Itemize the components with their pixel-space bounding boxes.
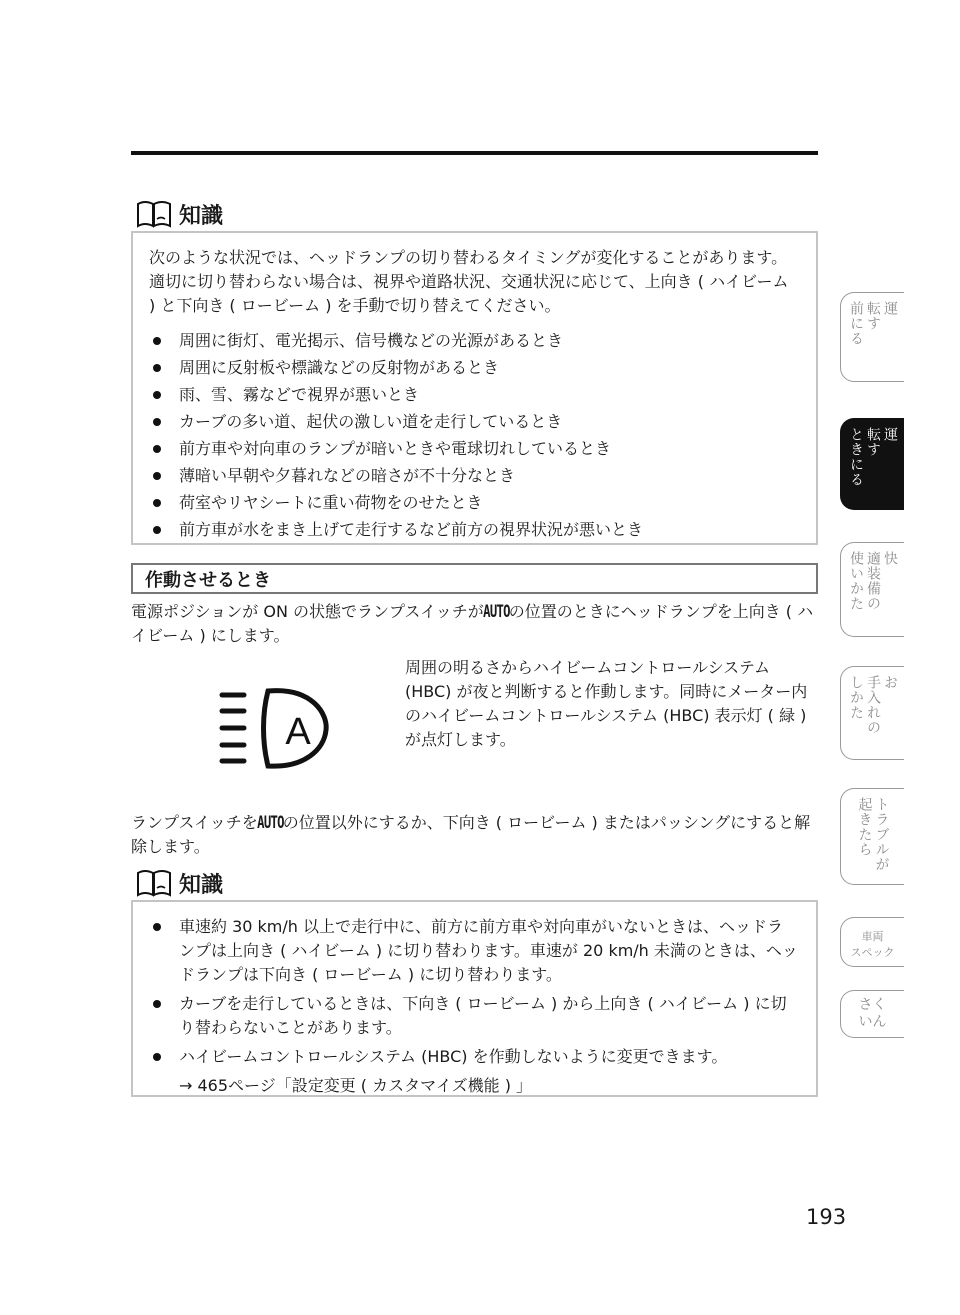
list-item-text: 前方車が水をまき上げて走行するなど前方の視界状況が悪いとき [179, 520, 644, 539]
tab-label: スペック [850, 946, 895, 959]
text-run: 電源ポジションが ON の状態でランプスイッチが [131, 602, 484, 621]
list-item-text: 雨、雪、霧などで視界が悪いとき [179, 385, 420, 404]
tab-label: 使いかた [848, 551, 864, 611]
indicator-paragraph: 周囲の明るさからハイビームコントロールシステム (HBC) が夜と判断すると作動します。同時にメーター内のハイビームコントロールシステム (HBC) 表示灯 ( 緑 ) が点灯します。 [405, 658, 808, 749]
bullet-dot [153, 923, 161, 931]
list-item-text: カーブの多い道、起伏の激しい道を走行しているとき [179, 412, 563, 431]
tab-label: 起きたら [856, 797, 873, 857]
section-title: 作動させるとき [145, 569, 271, 591]
high-beam-auto-icon [216, 684, 332, 772]
list-item-text: 車速約 30 km/h 以上で走行中に、前方に前方車や対向車がいないときは、ヘッドランプは上向き ( ハイビーム ) に切り替わります。車速が 20 km/h 未満のときは、ヘッドランプは下向き ( ロービーム ) に切り替わります。 [179, 917, 798, 984]
list-item [149, 491, 798, 515]
list-item-text: 前方車や対向車のランプが暗いときや電球切れしているとき [179, 439, 612, 458]
tab-trouble[interactable] [840, 788, 904, 885]
tab-label: 運 [882, 427, 898, 442]
list-item-text: 荷室やリヤシートに重い荷物をのせたとき [179, 493, 483, 512]
tab-label: 適装備の [865, 551, 881, 611]
tab-maintenance[interactable] [840, 666, 904, 760]
bullet-dot [153, 1053, 161, 1061]
page-number: 193 [806, 1205, 847, 1229]
list-item [149, 356, 798, 380]
tab-vehicle-specs[interactable] [840, 917, 904, 967]
tab-label: 前にる [848, 301, 864, 346]
list-item [149, 410, 798, 434]
bullet-list [149, 329, 798, 542]
bullet-dot [153, 418, 161, 426]
list-item [149, 915, 798, 987]
tab-label: 手入れの [865, 675, 881, 735]
list-item [149, 1045, 798, 1069]
operation-paragraph [131, 600, 818, 648]
header-rule [131, 151, 818, 155]
bullet-dot [153, 445, 161, 453]
text-run: の位置以外にするか、下向き ( ロービーム ) またはパッシングにすると解除します。 [131, 813, 811, 856]
list-item [149, 437, 798, 461]
bullet-dot [153, 364, 161, 372]
knowledge-box [131, 900, 818, 1097]
list-item [149, 329, 798, 353]
auto-switch-mark: AUTO [482, 602, 510, 622]
tab-label: トラブルが [873, 797, 890, 872]
cross-reference-link[interactable]: → 465ページ「設定変更 ( カスタマイズ機能 ) 」 [179, 1076, 533, 1095]
bullet-dot [153, 391, 161, 399]
knowledge-label: 知識 [179, 872, 224, 898]
tab-comfort-equipment[interactable] [840, 542, 904, 637]
text-run: ランプスイッチを [131, 813, 258, 832]
box-intro: 次のような状況では、ヘッドランプの切り替わるタイミングが変化することがあります。適切に切り替わらない場合は、視界や道路状況、交通状況に応じて、上向き ( ハイビーム ) と下向き ( ロービーム ) を手動で切り替えてください。 [149, 248, 789, 315]
tab-before-driving[interactable] [840, 292, 904, 382]
bullet-dot [153, 337, 161, 345]
list-item [149, 992, 798, 1040]
bullet-dot [153, 499, 161, 507]
list-item-text: 周囲に反射板や標識などの反射物があるとき [179, 358, 500, 377]
list-item-text: 周囲に街灯、電光掲示、信号機などの光源があるとき [179, 331, 564, 350]
auto-switch-mark: AUTO [256, 813, 284, 833]
tab-index[interactable] [840, 990, 904, 1038]
list-item-text: ハイビームコントロールシステム (HBC) を作動しないように変更できます。 [179, 1047, 728, 1066]
bullet-dot [153, 526, 161, 534]
list-item [149, 518, 798, 542]
knowledge-heading [135, 197, 223, 231]
tab-label: いん [858, 1014, 887, 1030]
section-heading [131, 563, 818, 594]
tab-label: さく [858, 997, 887, 1013]
cancel-paragraph [131, 811, 818, 859]
tab-label: ときにる [848, 427, 864, 487]
tab-label: しかた [848, 675, 864, 720]
book-icon [135, 199, 173, 229]
list-item [149, 383, 798, 407]
tab-label: 車両 [861, 930, 884, 943]
tab-when-driving[interactable] [840, 418, 904, 510]
list-item [149, 464, 798, 488]
tab-label: お [882, 675, 898, 690]
tab-label: 快 [882, 551, 898, 566]
list-item-text: 薄暗い早朝や夕暮れなどの暗さが不十分なとき [179, 466, 516, 485]
knowledge-label: 知識 [179, 203, 224, 229]
indicator-letter: A [285, 711, 311, 753]
list-item-text: カーブを走行しているときは、下向き ( ロービーム ) から上向き ( ハイビーム ) に切り替わらないことがあります。 [179, 994, 787, 1037]
bullet-list [149, 915, 798, 1069]
text-run: の位置のときにヘッドランプを上向き ( ハイビーム ) にします。 [131, 602, 814, 645]
tab-label: 運 [882, 301, 898, 316]
knowledge-heading [135, 866, 223, 900]
knowledge-box [131, 231, 818, 545]
tab-label: 転す [865, 301, 881, 331]
tab-label: 転す [865, 427, 881, 457]
bullet-dot [153, 1000, 161, 1008]
book-icon [135, 868, 173, 898]
bullet-dot [153, 472, 161, 480]
